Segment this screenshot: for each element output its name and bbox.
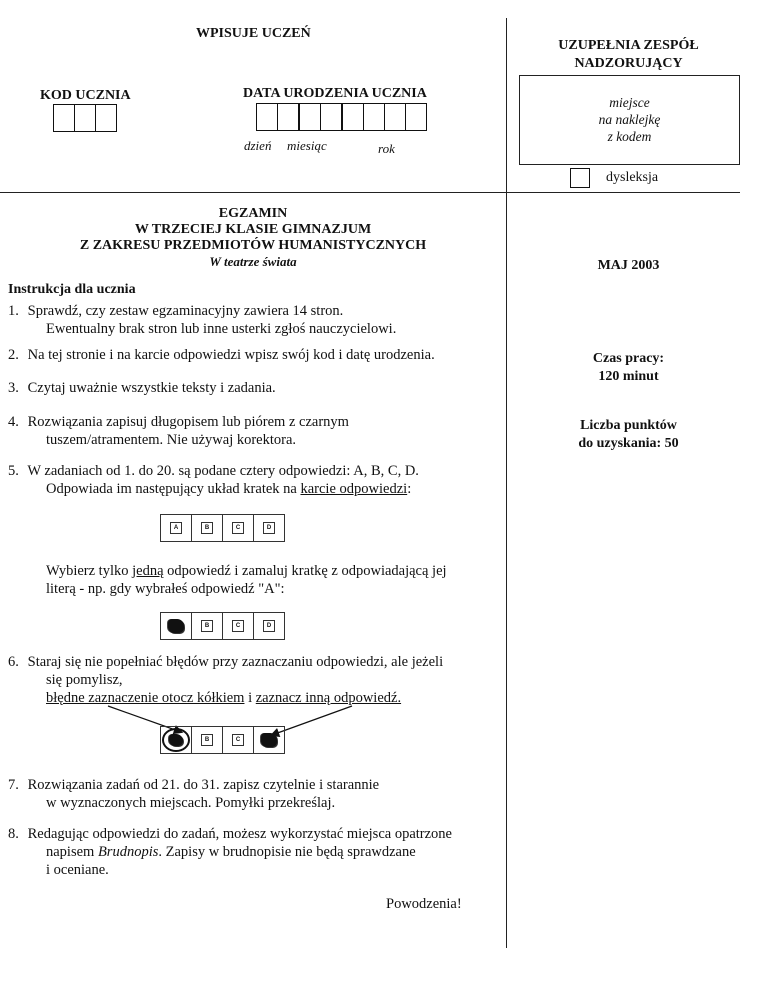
instrukcja-heading: Instrukcja dla ucznia — [8, 282, 136, 297]
instruction-4: 4. Rozwiązania zapisuj długopisem lub piórem z czarnym tuszem/atramentem. Nie używaj korektora. — [8, 414, 349, 448]
exam-date: MAJ 2003 — [597, 258, 660, 273]
filled-mark-d — [261, 733, 277, 747]
miesiac-label: miesiąc — [287, 138, 327, 153]
czas-pracy: Czas pracy: 120 minut — [592, 351, 665, 384]
answer-grid-example: A B C D — [160, 514, 285, 542]
powodzenia-text: Powodzenia! — [386, 896, 462, 912]
instruction-1: 1. Sprawdź, czy zestaw egzaminacyjny zawiera 14 stron. Ewentualny brak stron lub inne usterki zgłoś nauczycielowi. — [8, 303, 397, 337]
rok-label: rok — [378, 141, 395, 156]
data-urodzenia-label: DATA URODZENIA UCZNIA — [243, 86, 427, 101]
instruction-5: 5. W zadaniach od 1. do 20. są podane cztery odpowiedzi: A, B, C, D. Odpowiada im następujący układ kratek na karcie odpowiedzi: — [8, 463, 419, 497]
circled-mark-a — [162, 728, 190, 752]
instruction-7: 7. Rozwiązania zadań od 21. do 31. zapisz czytelnie i starannie w wyznaczonych miejscach. Pomyłki przekreślaj. — [8, 777, 380, 811]
instruction-8: 8. Redagując odpowiedzi do zadań, możesz wykorzystać miejsca opatrzone napisem Brudnopis. Zapisy w brudnopisie nie będą sprawdzane i oceniane. — [8, 826, 452, 878]
exam-title: EGZAMIN W TRZECIEJ KLASIE GIMNAZJUM Z ZAKRESU PRZEDMIOTÓW HUMANISTYCZNYCH W teatrze świata — [79, 206, 427, 269]
instruction-6: 6. Staraj się nie popełniać błędów przy zaznaczaniu odpowiedzi, ale jeżeli się pomylisz, błędne zaznaczenie otocz kółkiem i zaznacz inną odpowiedź. — [8, 654, 444, 706]
uzupelnia-label: UZUPEŁNIA ZESPÓŁ NADZORUJĄCY — [558, 38, 699, 71]
dzien-label: dzień — [244, 138, 272, 153]
instruction-5-choose: Wybierz tylko jedną odpowiedź i zamaluj kratkę z odpowiadającą jej literą - np. gdy wybrałeś odpowiedź "A": — [46, 563, 447, 597]
sticker-area: miejsce na naklejkę z kodem — [519, 75, 740, 165]
liczba-punktow: Liczba punktów do uzyskania: 50 — [578, 418, 679, 451]
instruction-2: 2. Na tej stronie i na karcie odpowiedzi wpisz swój kod i datę urodzenia. — [8, 347, 435, 363]
instruction-3: 3. Czytaj uważnie wszystkie teksty i zadania. — [8, 380, 276, 396]
dysleksja-label: dysleksja — [606, 170, 659, 185]
answer-grid-corrected: B C — [160, 726, 285, 754]
answer-grid-marked: B C D — [160, 612, 285, 640]
kod-ucznia-label: KOD UCZNIA — [40, 88, 131, 103]
wpisuje-uczen-label: WPISUJE UCZEŃ — [196, 26, 311, 41]
